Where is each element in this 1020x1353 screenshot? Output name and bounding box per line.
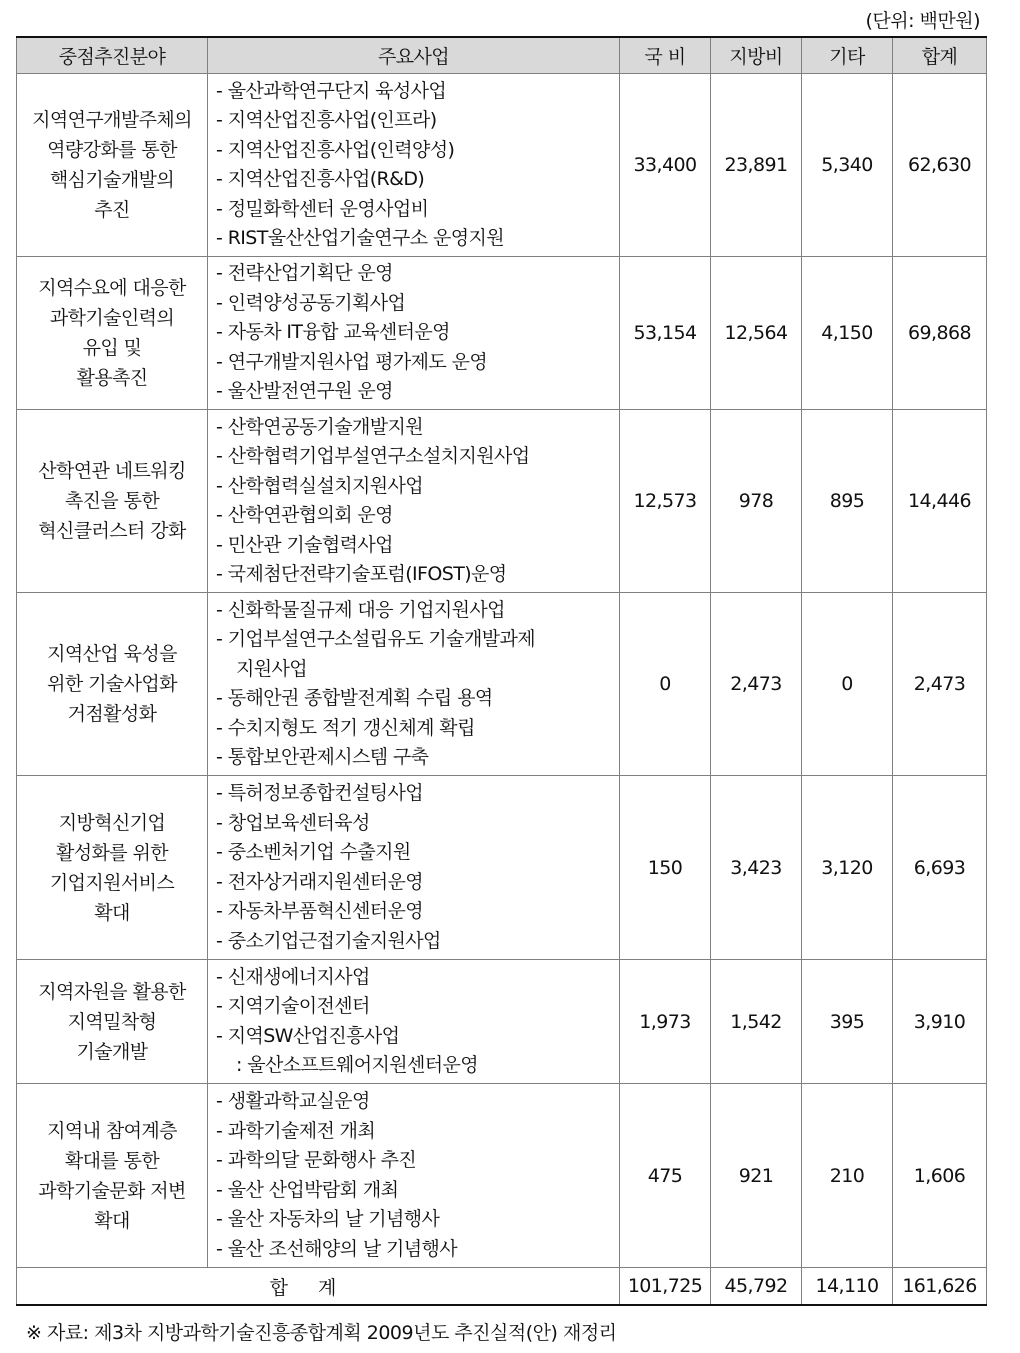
project-item: - 창업보육센터육성 <box>216 811 370 834</box>
local-budget: 3,423 <box>711 776 802 960</box>
header-national: 국 비 <box>620 37 711 74</box>
project-list <box>208 1084 620 1268</box>
project-item: - 기업부설연구소설립유도 기술개발과제 <box>216 628 535 650</box>
header-row <box>17 37 987 74</box>
project-item: - 자동차부품혁신센터운영 <box>216 900 423 922</box>
focus-area-text: 지역내 참여계층 확대를 통한 과학기술문화 저변 확대 <box>38 1119 186 1232</box>
focus-area-text: 지역자원을 활용한 지역밀착형 기술개발 <box>38 980 186 1063</box>
local-budget: 978 <box>711 410 802 593</box>
project-item: - RIST울산산업기술연구소 운영지원 <box>216 227 505 249</box>
project-list <box>208 960 620 1084</box>
row-total: 2,473 <box>893 593 987 776</box>
local-budget: 23,891 <box>711 74 802 257</box>
national-budget: 33,400 <box>620 74 711 257</box>
project-item: - 지역산업진흥사업(R&D) <box>216 168 425 190</box>
project-item: - 신화학물질규제 대응 기업지원사업 <box>216 598 505 621</box>
project-item: - 산학연공동기술개발지원 <box>216 415 423 438</box>
other-budget: 4,150 <box>802 257 893 410</box>
header-total: 합계 <box>893 37 987 74</box>
total-national: 101,725 <box>620 1268 711 1306</box>
project-list <box>208 74 620 257</box>
project-item: - 산학협력기업부설연구소설치지원사업 <box>216 445 530 467</box>
table-row <box>17 257 987 410</box>
total-label: 합계 <box>17 1268 620 1306</box>
project-item: - 연구개발지원사업 평가제도 운영 <box>216 350 488 373</box>
project-item: - 중소벤처기업 수출지원 <box>216 841 411 863</box>
total-row <box>17 1268 987 1306</box>
focus-area <box>17 1084 208 1268</box>
row-total: 6,693 <box>893 776 987 960</box>
project-item: - 신재생에너지사업 <box>216 965 370 988</box>
total-local: 45,792 <box>711 1268 802 1306</box>
header-area: 중점추진분야 <box>17 37 208 74</box>
other-budget: 210 <box>802 1084 893 1268</box>
row-total: 3,910 <box>893 960 987 1084</box>
project-item: - 울산 조선해양의 날 기념행사 <box>216 1237 458 1260</box>
budget-table <box>16 36 987 1306</box>
project-item: 지원사업 <box>236 657 308 680</box>
project-list <box>208 593 620 776</box>
project-item: - 산학연관협의회 운영 <box>216 504 393 526</box>
row-total: 69,868 <box>893 257 987 410</box>
other-budget: 5,340 <box>802 74 893 257</box>
national-budget: 53,154 <box>620 257 711 410</box>
local-budget: 921 <box>711 1084 802 1268</box>
other-budget: 895 <box>802 410 893 593</box>
project-item: - 지역SW산업진흥사업 <box>216 1024 400 1047</box>
row-total: 14,446 <box>893 410 987 593</box>
header-local: 지방비 <box>711 37 802 74</box>
project-item: - 전자상거래지원센터운영 <box>216 870 423 893</box>
national-budget: 1,973 <box>620 960 711 1084</box>
other-budget: 3,120 <box>802 776 893 960</box>
grand-total: 161,626 <box>893 1268 987 1306</box>
project-item: - 중소기업근접기술지원사업 <box>216 929 441 952</box>
row-total: 1,606 <box>893 1084 987 1268</box>
total-other: 14,110 <box>802 1268 893 1306</box>
project-item: - 산학협력실설치지원사업 <box>216 474 423 497</box>
project-item: - 울산과학연구단지 육성사업 <box>216 79 447 102</box>
project-item: - 과학의달 문화행사 추진 <box>216 1149 417 1171</box>
project-item: - 울산발전연구원 운영 <box>216 380 393 403</box>
local-budget: 2,473 <box>711 593 802 776</box>
project-item: - 지역산업진흥사업(인프라) <box>216 109 437 131</box>
table-row <box>17 593 987 776</box>
row-total: 62,630 <box>893 74 987 257</box>
focus-area <box>17 257 208 410</box>
project-item: - 통합보안관제시스템 구축 <box>216 746 429 768</box>
table-row <box>17 74 987 257</box>
table-row <box>17 410 987 593</box>
project-list <box>208 257 620 410</box>
project-item: - 지역산업진흥사업(인력양성) <box>216 138 455 161</box>
project-item: - 자동차 IT융합 교육센터운영 <box>216 321 450 344</box>
focus-area <box>17 960 208 1084</box>
project-item: - 특허정보종합컨설팅사업 <box>216 782 423 804</box>
project-item: - 울산 자동차의 날 기념행사 <box>216 1208 440 1230</box>
project-item: - 전략산업기획단 운영 <box>216 262 393 285</box>
table-row <box>17 960 987 1084</box>
header-other: 기타 <box>802 37 893 74</box>
local-budget: 1,542 <box>711 960 802 1084</box>
table-row <box>17 1084 987 1268</box>
project-item: - 생활과학교실운영 <box>216 1090 370 1112</box>
focus-area <box>17 776 208 960</box>
national-budget: 475 <box>620 1084 711 1268</box>
focus-area-text: 지역연구개발주체의 역량강화를 통한 핵심기술개발의 추진 <box>32 109 192 221</box>
project-item: - 과학기술제전 개최 <box>216 1119 376 1142</box>
focus-area <box>17 74 208 257</box>
project-item: - 수치지형도 적기 갱신체계 확립 <box>216 716 475 739</box>
unit-label: (단위: 백만원) <box>865 10 980 32</box>
national-budget: 0 <box>620 593 711 776</box>
project-item: - 국제첨단전략기술포럼(IFOST)운영 <box>216 563 507 585</box>
table-row <box>17 776 987 960</box>
local-budget: 12,564 <box>711 257 802 410</box>
other-budget: 395 <box>802 960 893 1084</box>
project-item: - 지역기술이전센터 <box>216 995 370 1017</box>
project-item: - 인력양성공동기획사업 <box>216 291 406 314</box>
project-item: - 동해안권 종합발전계획 수립 용역 <box>216 687 493 709</box>
focus-area <box>17 593 208 776</box>
focus-area <box>17 410 208 593</box>
focus-area-text: 산학연관 네트워킹 촉진을 통한 혁신클러스터 강화 <box>38 460 186 542</box>
national-budget: 12,573 <box>620 410 711 593</box>
source-note: ※ 자료: 제3차 지방과학기술진흥종합계획 2009년도 추진실적(안) 재정리 <box>26 1322 617 1344</box>
focus-area-text: 지역수요에 대응한 과학기술인력의 유입 및 활용촉진 <box>38 277 186 389</box>
project-item: - 민산관 기술협력사업 <box>216 533 393 556</box>
focus-area-text: 지역산업 육성을 위한 기술사업화 거점활성화 <box>47 643 177 725</box>
other-budget: 0 <box>802 593 893 776</box>
project-item: - 울산 산업박람회 개최 <box>216 1178 399 1201</box>
national-budget: 150 <box>620 776 711 960</box>
project-list <box>208 776 620 960</box>
project-item: - 정밀화학센터 운영사업비 <box>216 197 429 220</box>
project-list <box>208 410 620 593</box>
focus-area-text: 지방혁신기업 활성화를 위한 기업지원서비스 확대 <box>49 811 175 924</box>
project-item: : 울산소프트웨어지원센터운영 <box>236 1054 479 1076</box>
header-projects: 주요사업 <box>208 37 620 74</box>
